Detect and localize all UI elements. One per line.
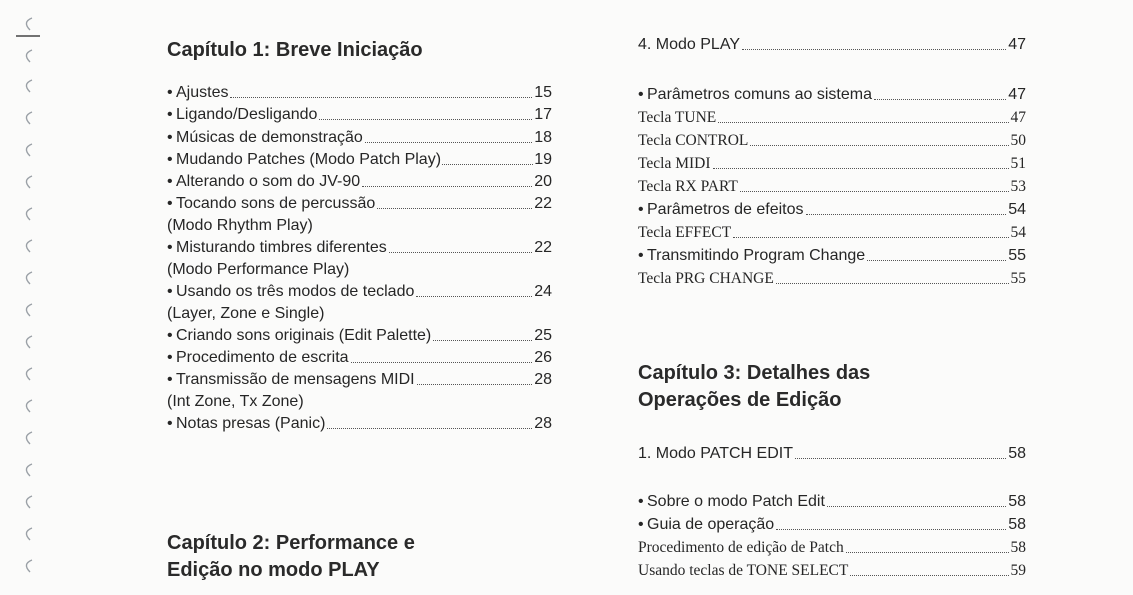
toc-entry-tecla-prg-change[interactable]: Tecla PRG CHANGE 55 (638, 270, 1026, 287)
toc-entry-parametros-efeitos[interactable]: • Parâmetros de efeitos 54 (638, 201, 1026, 218)
toc-entry-procedimento-edicao-patch[interactable]: Procedimento de edição de Patch 58 (638, 539, 1026, 556)
chapter3-title-line2: Operações de Edição (638, 389, 842, 411)
toc-section-modo-play[interactable]: 4. Modo PLAY 47 (638, 36, 1026, 53)
toc-entry-tocando-percussao[interactable]: • Tocando sons de percussão 22 (167, 195, 552, 212)
chapter3-title-line1: Capítulo 3: Detalhes das (638, 362, 871, 384)
toc-entry-notas-presas[interactable]: • Notas presas (Panic) 28 (167, 415, 552, 432)
toc-entry-guia-operacao[interactable]: • Guia de operação 58 (638, 516, 1026, 533)
toc-entry-criando-sons[interactable]: • Criando sons originais (Edit Palette) 25 (167, 327, 552, 344)
chapter2-title-line1: Capítulo 2: Performance e (167, 532, 415, 554)
toc-entry-tecla-rx-part[interactable]: Tecla RX PART 53 (638, 178, 1026, 195)
toc-entry-musicas[interactable]: • Músicas de demonstração 18 (167, 129, 552, 146)
toc-entry-continuation: (Int Zone, Tx Zone) (167, 393, 304, 410)
toc-entry-continuation: (Modo Performance Play) (167, 261, 350, 278)
toc-entry-parametros-comuns[interactable]: • Parâmetros comuns ao sistema 47 (638, 86, 1026, 103)
toc-entry-tone-select[interactable]: Usando teclas de TONE SELECT 59 (638, 562, 1026, 579)
toc-entry-ligando[interactable]: • Ligando/Desligando 17 (167, 106, 552, 123)
toc-entry-tres-modos[interactable]: • Usando os três modos de teclado 24 (167, 283, 552, 300)
toc-entry-ajustes[interactable]: • Ajustes 15 (167, 84, 552, 101)
toc-entry-transmissao-midi[interactable]: • Transmissão de mensagens MIDI 28 (167, 371, 552, 388)
toc-entry-misturando[interactable]: • Misturando timbres diferentes 22 (167, 239, 552, 256)
toc-entry-sobre-patch-edit[interactable]: • Sobre o modo Patch Edit 58 (638, 493, 1026, 510)
toc-entry-procedimento-escrita[interactable]: • Procedimento de escrita 26 (167, 349, 552, 366)
chapter1-title: Capítulo 1: Breve Iniciação (167, 39, 423, 61)
toc-entry-continuation: (Layer, Zone e Single) (167, 305, 325, 322)
toc-entry-transmitindo-program-change[interactable]: • Transmitindo Program Change 55 (638, 247, 1026, 264)
chapter2-title-line2: Edição no modo PLAY (167, 559, 380, 581)
toc-entry-alterando-som[interactable]: • Alterando o som do JV-90 20 (167, 173, 552, 190)
toc-entry-tecla-tune[interactable]: Tecla TUNE 47 (638, 109, 1026, 126)
toc-entry-tecla-midi[interactable]: Tecla MIDI 51 (638, 155, 1026, 172)
toc-entry-mudando-patches[interactable]: • Mudando Patches (Modo Patch Play) 19 (167, 151, 552, 168)
toc-entry-tecla-control[interactable]: Tecla CONTROL 50 (638, 132, 1026, 149)
toc-section-patch-edit[interactable]: 1. Modo PATCH EDIT 58 (638, 445, 1026, 462)
spiral-binding (0, 0, 50, 595)
toc-entry-continuation: (Modo Rhythm Play) (167, 217, 313, 234)
toc-entry-tecla-effect[interactable]: Tecla EFFECT 54 (638, 224, 1026, 241)
